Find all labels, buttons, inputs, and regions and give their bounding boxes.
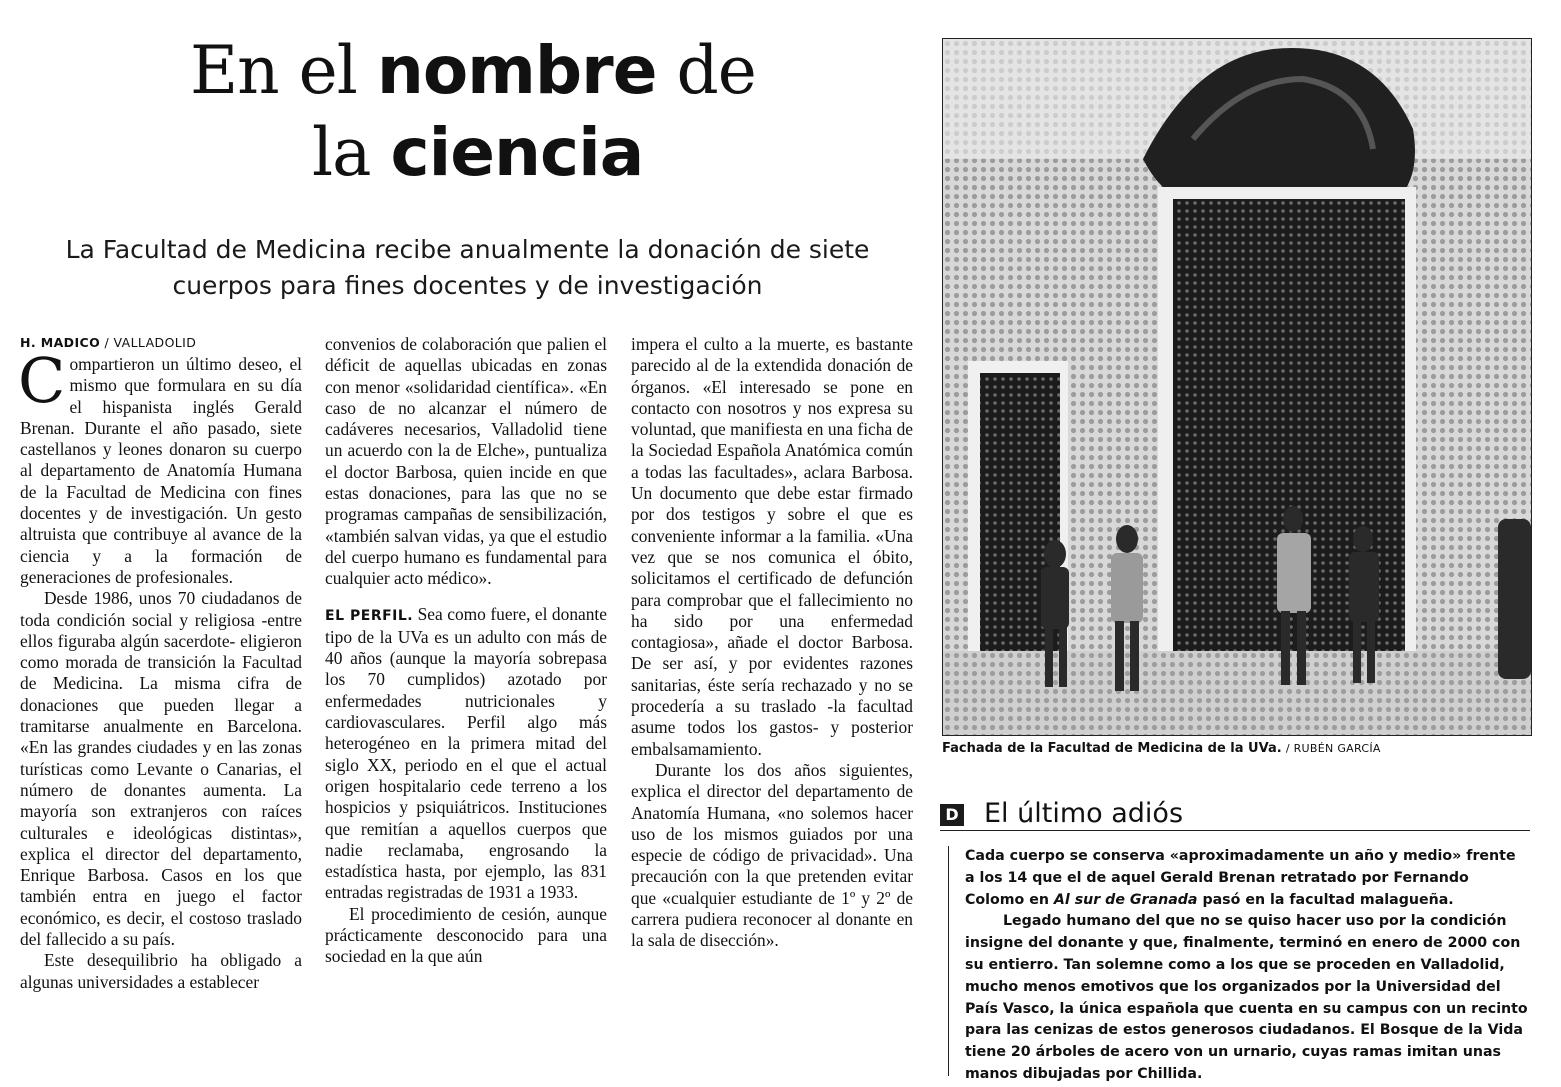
paragraph: Este desequilibrio ha obligado a algunas universidades a establecer <box>20 950 302 992</box>
paragraph: convenios de colaboración que palien el déficit de aquellas ubicadas en zonas con menor «solidaridad científica». «En caso de no alcanzar el número de cadáveres necesarios, Valladolid tiene un acuerdo con la de Elche», puntualiza el doctor Barbosa, quien incide en que estas donaciones, para las que no se programas campañas de sensibilización, «también salvan vidas, ya que el estudio del cuerpo humano es fundamental para cualquier acto médico». <box>325 334 607 589</box>
sidebar-paragraph <box>965 846 1530 911</box>
photo-credit: / RUBÉN GARCÍA <box>1285 742 1381 755</box>
sidebar-title: El último adiós <box>984 798 1184 829</box>
photo-building-facade <box>942 38 1532 736</box>
photo-caption <box>942 740 1542 758</box>
sidebar-body <box>948 846 1530 1082</box>
paragraph: El procedimiento de cesión, aunque prácticamente desconocido para una sociedad en la que aún <box>325 903 607 967</box>
headline-line-2 <box>190 112 770 194</box>
paragraph: impera el culto a la muerte, es bastante parecido al de la extendida donación de órganos. «El interesado se pone en contacto con nosotros y nos expresa su voluntad, que manifiesta en una ficha de la Sociedad Española Anatómica común a todas las facultades», aclara Barbosa. Un documento que debe estar firmado por dos testigos y sobre el que es conveniente informar a la familia. «Una vez que se nos comunica el óbito, solicitamos el certificado de defunción para comprobar que el fallecimiento no ha sido por una enfermedad contagiosa», añade el doctor Barbosa. De ser así, y por evidentes razones sanitarias, éste sería rechazado y no se procedería a su traslado -la facultad asume todos los gastos- y posterior embalsamamiento. <box>631 334 913 759</box>
article-column-1 <box>20 334 302 993</box>
paragraph-text: Sea como fuere, el donante tipo de la UVa es un adulto con más de 40 años (aunque la mayoría sobrepasa los 70 cumplidos) azotado por enfermedades nutricionales y cardiovasculares. Perfil algo más heterogéneo en la primera mitad del siglo XX, periodo en el que el actual origen hospitalario cede terreno a los hospicios y psiquiátricos. Instituciones que remitían a aquellos cuerpos que nadie reclamaba, engrosando la estadística hasta, por ejemplo, las 831 entradas registradas de 1931 a 1933. <box>325 603 607 903</box>
paragraph <box>325 604 607 904</box>
article-column-3 <box>631 334 913 952</box>
paragraph-text: ompartieron un último deseo, el mismo que formulara en su día el hispanista inglés Gerald Brenan. Durante el año pasado, siete castellanos y leones donaron su cuerpo al departamento de Anatomía Humana de la Facultad de Medicina con fines docentes y de investigación. Un gesto altruista que contribuye al avance de la ciencia y a la formación de generaciones de profesionales. <box>20 354 302 587</box>
section-badge-icon: D <box>940 804 964 826</box>
section-label: EL PERFIL. <box>325 607 414 624</box>
sidebar-header <box>940 796 1530 831</box>
book-title: Al sur de Granada <box>1053 891 1198 908</box>
dropcap: C <box>18 344 66 417</box>
paragraph: Desde 1986, unos 70 ciudadanos de toda condición social y religiosa -entre ellos figuraba algún sacerdote- eligieron como morada de transición la Facultad de Medicina. La misma cifra de donaciones que pueden llegar a tramitarse anualmente en Barcelona. «En las grandes ciudades y en las zonas turísticas como Levante o Canarias, el número de donantes aumenta. La mayoría son extranjeros con raíces culturales e ideológicas distintas», explica el director del departamento, Enrique Barbosa. Casos en los que también entra en juego el factor económico, es decir, el costoso traslado del fallecido a su país. <box>20 588 302 950</box>
headline <box>190 30 770 194</box>
byline <box>20 334 302 352</box>
sidebar-text: Cada cuerpo se conserva «aproximadamente un año y medio» frente a los 14 que el de aquel Gerald Brenan retratado por Fernando Colomo en <box>965 848 1516 908</box>
article-column-2 <box>325 334 607 968</box>
subheadline: La Facultad de Medicina recibe anualmente la donación de siete cuerpos para fines docentes y de investigación <box>65 235 870 300</box>
paragraph: Durante los dos años siguientes, explica el director del departamento de Anatomía Humana, «no solemos hacer uso de los mismos guiados por una especie de código de privacidad». Una precaución con la que pretenden evitar que «cualquier estudiante de 1º y 2º de carrera pudiera reconocer al donante en la sala de disección». <box>631 759 913 951</box>
caption-text: Fachada de la Facultad de Medicina de la UVa. <box>942 741 1282 756</box>
headline-word-bold: ciencia <box>390 114 644 191</box>
headline-word: la <box>312 114 371 191</box>
sidebar-text: pasó en la facultad malagueña. <box>1197 891 1454 908</box>
byline-place: / VALLADOLID <box>104 335 197 350</box>
sidebar-paragraph: Legado humano del que no se quiso hacer uso por la condición insigne del donante y que, finalmente, terminó en enero de 2000 con su entierro. Tan solemne como a los que se proceden en Valladolid, mucho menos emotivos que los organizados por la Universidad del País Vasco, la única española que cuenta en su campus con un recinto para las cenizas de estos generosos ciudadanos. El Bosque de la Vida tiene 20 árboles de acero von un urnario, cuyas ramas imitan unas manos dibujadas por Chillida. <box>965 913 1528 1082</box>
byline-author: H. MADICO <box>20 335 101 350</box>
paragraph <box>18 344 302 588</box>
headline-line-1 <box>190 30 770 112</box>
headline-word: de <box>676 32 756 109</box>
headline-word: En el <box>190 32 357 109</box>
headline-word-bold: nombre <box>376 32 657 109</box>
facade-illustration <box>943 39 1531 735</box>
